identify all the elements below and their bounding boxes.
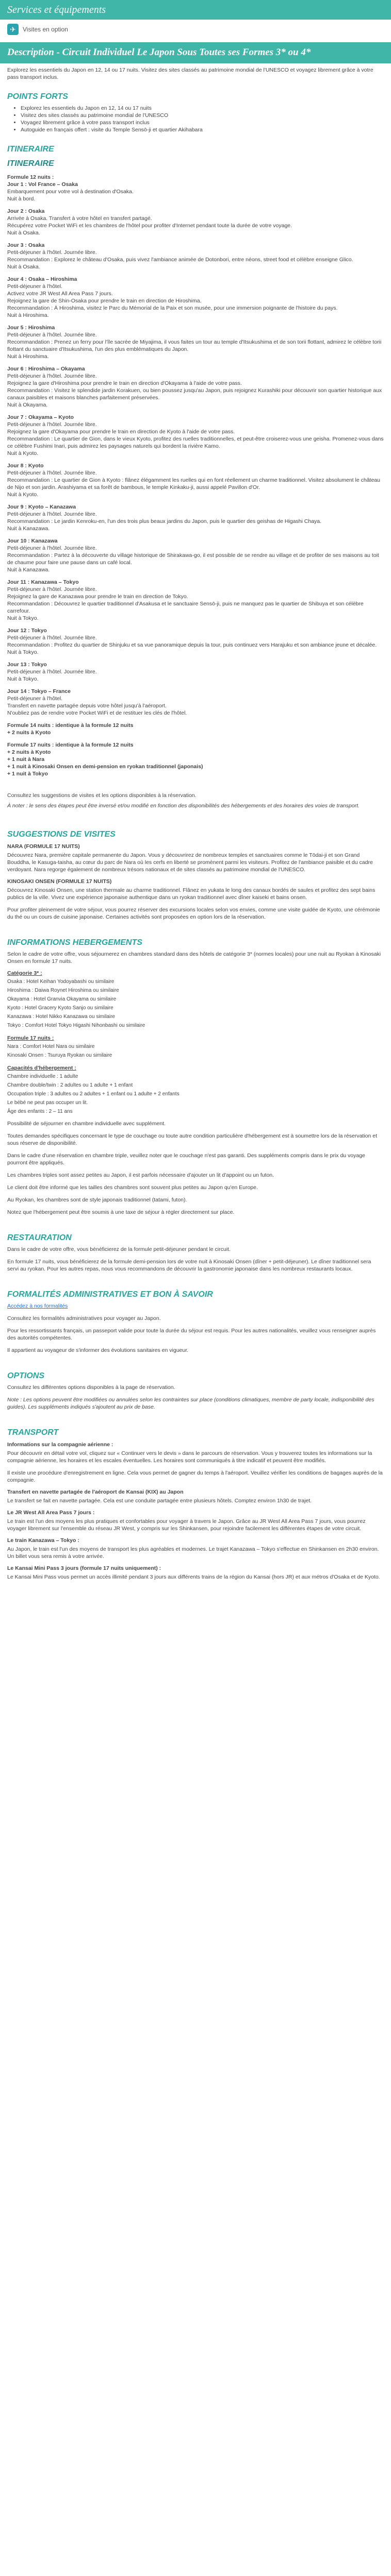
itinerary-day-line: Petit-déjeuner à l'hôtel. Journée libre. — [7, 332, 97, 338]
itinerary-day-line: Recommandation : Découvrez le quartier traditionnel d'Asakusa et le sanctuaire Sensō-ji, puis ne manquez pas le quartier de Shibuya et son célèbre carrefour. — [7, 601, 364, 614]
itinerary-day — [7, 174, 384, 202]
itinerary-day-line: Récupérez votre Pocket WiFi et les chambres de l'hôtel pour profiter d'Internet pendant toute la durée de votre voyage. — [7, 223, 292, 229]
itinerary-day-line: Embarquement pour votre vol à destination d'Osaka. — [7, 189, 134, 195]
transport-head: Transfert en navette partagée de l'aéroport de Kansai (KIX) au Japon — [7, 1489, 184, 1495]
formalites-text-2: Pour les ressortissants français, un passeport valide pour toute la durée du séjour est requis. Pour les autres nationalités, veuillez vous renseigner auprès des autorités compétentes. — [7, 1328, 376, 1341]
formule-line: + 2 nuits à Kyoto — [7, 730, 51, 736]
formalites-heading: FORMALITÉS ADMINISTRATIVES ET BON À SAVOIR — [7, 1290, 213, 1299]
points-forts-heading: POINTS FORTS — [7, 92, 68, 101]
hebergements-cat3-title: Catégorie 3* : — [7, 970, 42, 976]
transport-head: Le JR West All Area Pass 7 jours : — [7, 1510, 95, 1516]
hebergement-line: Osaka : Hotel Keihan Yodoyabashi ou similaire — [7, 979, 115, 985]
itinerary-day-line: Petit-déjeuner à l'hôtel. Journée libre. — [7, 249, 97, 256]
suggestion-text: Découvrez Kinosaki Onsen, une station thermale au charme traditionnel. Flânez en yukata le long des canaux bordés de saules et profitez des sept bains publics de la ville. Vivez une expérience japonaise authentique dans un ryokan traditionnel avec dîner kaiseki et bains onsen. — [7, 887, 376, 901]
options-heading: OPTIONS — [7, 1371, 45, 1380]
hebergement-line: Âge des enfants : 2 – 11 ans — [7, 1109, 73, 1114]
itinerary-heading-2: ITINERAIRE — [7, 159, 54, 168]
suggestion-head: NARA (FORMULE 17 NUITS) — [7, 843, 80, 850]
itinerary-day — [7, 276, 384, 319]
transport-text: Le train est l'un des moyens les plus pratiques et confortables pour voyager à travers le Japon. Grâce au JR West All Area Pass 7 jours, vous pourrez voyager librement sur l'ensemble du réseau JR West, y compris sur les Shinkansen, pour rejoindre facilement les différentes étapes de votre circuit. — [7, 1518, 366, 1532]
itinerary-day-date: Jour 13 : Tokyo — [7, 662, 47, 668]
hebergement-line: Nara : Comfort Hotel Nara ou similaire — [7, 1044, 95, 1049]
itinerary-day — [7, 365, 384, 409]
formule-title: Formule 14 nuits : identique à la formule 12 nuits — [7, 722, 134, 728]
transport-heading: TRANSPORT — [7, 1428, 59, 1437]
itinerary-note: Consultez les suggestions de visites et les options disponibles à la réservation. — [7, 792, 197, 799]
itinerary-day-line: Rejoignez la gare de Kanazawa pour prendre le train en direction de Tokyo. — [7, 594, 188, 600]
transport-head: Le Kansai Mini Pass 3 jours (formule 17 nuits uniquement) : — [7, 1565, 161, 1571]
itinerary-day-line: Petit-déjeuner à l'hôtel. Journée libre. — [7, 545, 97, 551]
transport-text: Pour découvrir en détail votre vol, cliquez sur « Continuer vers le devis » dans le parcours de réservation. Vous y trouverez toutes les informations sur la compagnie aérienne, les horaires et les escales éventuelles. Les horaires sont communiqués à titre indicatif et peuvent être modifiés. — [7, 1450, 372, 1464]
formule-line: + 1 nuit à Nara — [7, 756, 45, 762]
itinerary-day-date: Jour 4 : Osaka – Hiroshima — [7, 276, 77, 282]
transport-list — [7, 1442, 384, 1581]
itinerary-day-line: Nuit à Osaka. — [7, 230, 40, 236]
itinerary-day-date: Jour 11 : Kanazawa – Tokyo — [7, 579, 79, 585]
itinerary-day-line: Nuit à bord. — [7, 196, 36, 202]
formalites-text-3: Il appartient au voyageur de s'informer des évolutions sanitaires en vigueur. — [7, 1347, 189, 1353]
itinerary-day-line: Arrivée à Osaka. Transfert à votre hôtel en transfert partagé. — [7, 215, 152, 222]
hebergement-line: Okayama : Hotel Granvia Okayama ou similaire — [7, 996, 117, 1002]
restauration-text: Dans le cadre de votre offre, vous bénéficierez de la formule petit-déjeuner pendant le circuit. — [7, 1246, 231, 1252]
restauration-heading: RESTAURATION — [7, 1233, 72, 1242]
itinerary-day-line: Rejoignez la gare d'Hiroshima pour prendre le train en direction d'Okayama à l'aide de votre pass. — [7, 380, 242, 386]
hebergement-note: Les chambres triples sont assez petites au Japon, il est parfois nécessaire d'ajouter un lit d'appoint ou un futon. — [7, 1172, 274, 1178]
itinerary-day — [7, 324, 384, 360]
hebergement-line: Kinosaki Onsen : Tsuruya Ryokan ou similaire — [7, 1053, 112, 1058]
itinerary-day-line: Petit-déjeuner à l'hôtel. Journée libre. — [7, 586, 97, 592]
itinerary-day-date: Jour 7 : Okayama – Kyoto — [7, 414, 74, 420]
formule-line: + 2 nuits à Kyoto — [7, 749, 51, 755]
itinerary-day-line: Transfert en navette partagée depuis votre hôtel jusqu'à l'aéroport. — [7, 703, 167, 709]
itinerary-day-line: Recommandation : Profitez du quartier de Shinjuku et sa vue panoramique depuis la tour, puis continuez vers Harajuku et son ambiance jeune et décalée. — [7, 642, 377, 648]
services-header — [0, 0, 391, 20]
hebergement-line: Hiroshima : Daiwa Roynet Hiroshima ou similaire — [7, 988, 119, 993]
itinerary-day-line: Recommandation : Partez à la découverte du village historique de Shirakawa-go, il est possible de se rendre au village et de profiter de ses maisons au toit de chaume pour faire une pause dans un café local. — [7, 552, 379, 566]
itinerary-day — [7, 627, 384, 656]
itinerary-day-line: Nuit à Hiroshima. — [7, 353, 49, 360]
itinerary-day-line: Nuit à Hiroshima. — [7, 312, 49, 318]
hebergement-note: Le client doit être informé que les tailles des chambres sont souvent plus petites au Japon qu'en Europe. — [7, 1184, 258, 1191]
itinerary-day-line: Petit-déjeuner à l'hôtel. Journée libre. — [7, 511, 97, 517]
hebergement-line: Tokyo : Comfort Hotel Tokyo Higashi Nihonbashi ou similaire — [7, 1023, 145, 1028]
itinerary-day-line: Petit-déjeuner à l'hôtel. — [7, 283, 63, 290]
hebergements-cat4-list — [7, 1043, 384, 1059]
points-forts-list — [7, 105, 384, 133]
suggestion-head: KINOSAKI ONSEN (FORMULE 17 NUITS) — [7, 878, 112, 885]
itinerary-day — [7, 688, 384, 717]
points-forts-item: • Voyagez librement grâce à votre pass transport inclus — [21, 119, 384, 126]
itinerary-day-line: Recommandation : Le quartier de Gion à Kyoto : flânez élégamment les ruelles qui en font réellement un charme traditionnel. Visitez absolument le château de Nijo et son jardin. Arashiyama et sa forêt de bambous, le temple Kinkaku-ji, aussi appelé Pavillon d'Or. — [7, 477, 380, 490]
itinerary-day — [7, 242, 384, 270]
itinerary-day-date: Jour 5 : Hiroshima — [7, 325, 55, 331]
itinerary-day-line: Nuit à Okayama. — [7, 402, 48, 408]
itinerary-day-line: Nuit à Kanazawa. — [7, 526, 50, 532]
restauration-text-2: En formule 17 nuits, vous bénéficierez de la formule demi-pension lors de votre nuit à Kinosaki Onsen (dîner + petit-déjeuner). Le dîner traditionnel sera servi au ryokan. Pour les autres repas, nous vous recommandons de découvrir la gastronomie japonaise dans les nombreux restaurants locaux. — [7, 1259, 371, 1272]
intro-text: Explorez les essentiels du Japon en 12, 14 ou 17 nuits. Visitez des sites classés au patrimoine mondial de l'UNESCO et voyagez librement grâce à votre pass transport inclus. — [7, 67, 373, 80]
itinerary-day-line: Recommandation : Prenez un ferry pour l'île sacrée de Miyajima, il vous faites un tour au temple d'Itsukushima et de son torii flottant, admirez le célèbre torii flottant du sanctuaire d'Itsukushima, l'un des plus emblématiques du Japon. — [7, 339, 382, 352]
suggestion-text: Découvrez Nara, première capitale permanente du Japon. Vous y découvrirez de nombreux temples et sanctuaires comme le Tōdai-ji et son Grand Bouddha, le Kasuga-taisha, au cœur du parc de Nara où les cerfs en liberté se promènent parmi les visiteurs. Profitez de l'ambiance paisible et du cadre verdoyant. Nara regorge également de nombreux trésors nationaux et de sites classés au patrimoine mondial de l'UNESCO. — [7, 852, 373, 873]
itinerary-day-line: Nuit à Kanazawa. — [7, 567, 50, 573]
itinerary-day-date: Jour 3 : Osaka — [7, 242, 45, 248]
formule-title: Formule 17 nuits : identique à la formule 12 nuits — [7, 742, 134, 748]
formalites-link[interactable]: Accédez à nos formalités — [7, 1303, 68, 1309]
itinerary-day-line: Recommandation : Le quartier de Gion, dans le vieux Kyoto, profitez des ruelles traditionnelles, et peut-être croiserez-vous une geisha. Promenez-vous dans ce célèbre Fushimi Inari, puis admirez les paysages naturels qui bordent la rivière Kamo. — [7, 436, 384, 449]
itinerary-day-line: Recommandation : Le jardin Kenroku-en, l'un des trois plus beaux jardins du Japon, puis le quartier des geishas de Higashi Chaya. — [7, 518, 322, 524]
itinerary-day-date: Jour 2 : Osaka — [7, 208, 45, 214]
itinerary-day — [7, 503, 384, 532]
points-forts-item: • Autoguide en français offert : visite du Temple Sensō-ji et quartier Akihabara — [21, 126, 384, 133]
hebergement-line: Kanazawa : Hotel Nikko Kanazawa ou similaire — [7, 1014, 115, 1020]
hebergements-cat3-list — [7, 978, 384, 1029]
itinerary-day-date: Jour 8 : Kyoto — [7, 463, 44, 469]
itinerary-day-line: Activez votre JR West All Area Pass 7 jours. — [7, 291, 113, 297]
formule-block — [7, 741, 384, 777]
hebergement-line: Chambre individuelle : 1 adulte — [7, 1074, 78, 1079]
hebergement-line: Kyoto : Hotel Gracery Kyoto Sanjo ou similaire — [7, 1005, 113, 1011]
itinerary-day-head: Jour 1 : Vol France – Osaka — [7, 181, 78, 188]
hebergement-note: Notez que l'hébergement peut être soumis à une taxe de séjour à régler directement sur place. — [7, 1209, 235, 1215]
itinerary-day-line: Petit-déjeuner à l'hôtel. Journée libre. — [7, 373, 97, 379]
points-forts-item: • Visitez des sites classés au patrimoine mondial de l'UNESCO — [21, 112, 384, 119]
formules-list — [7, 722, 384, 777]
itinerary-note-2: À noter : le sens des étapes peut être inversé et/ou modifié en fonction des disponibilités des hébergements et des horaires des voies de transport. — [7, 803, 360, 809]
itinerary-day-line: Nuit à Tokyo. — [7, 649, 39, 655]
hebergement-note: Au Ryokan, les chambres sont de style japonais traditionnel (tatami, futon). — [7, 1197, 187, 1203]
tour-icon: ✈ — [7, 24, 19, 35]
hebergement-line: Chambre double/twin : 2 adultes ou 1 adulte + 1 enfant — [7, 1082, 133, 1088]
itinerary-day — [7, 537, 384, 573]
itinerary-day-date: Jour 10 : Kanazawa — [7, 538, 58, 544]
suggestions-heading: SUGGESTIONS DE VISITES — [7, 830, 116, 839]
itinerary-day-line: Petit-déjeuner à l'hôtel. Journée libre. — [7, 669, 97, 675]
itinerary-day-line: Recommandation : À Hiroshima, visitez le Parc du Mémorial de la Paix et son musée, pour une immersion poignante de l'histoire du pays. — [7, 305, 338, 311]
itinerary-day — [7, 414, 384, 457]
description-title: Description - Circuit Individuel Le Japon Sous Toutes ses Formes 3* ou 4* — [7, 47, 311, 58]
suggestion-text: Pour profiter pleinement de votre séjour, vous pourrez réserver des excursions locales selon vos envies, comme une visite guidée de Kyoto, une cérémonie du thé ou un cours de cuisine japonaise. Certaines activités sont proposées en option lors de la réservation. — [7, 907, 380, 920]
description-banner — [0, 42, 391, 63]
itinerary-day-line: Nuit à Tokyo. — [7, 615, 39, 621]
transport-text: Il existe une procédure d'enregistrement en ligne. Cela vous permet de gagner du temps à l'aéroport. Veuillez vérifier les conditions de bagages auprès de la compagnie. — [7, 1470, 383, 1483]
transport-text: Le transfert se fait en navette partagée. Cela est une conduite partagée entre plusieurs hôtels. Comptez environ 1h30 de trajet. — [7, 1498, 312, 1504]
itinerary-day — [7, 579, 384, 622]
itinerary-day — [7, 661, 384, 683]
hebergement-line: Le bébé ne peut pas occuper un lit. — [7, 1100, 88, 1106]
itinerary-day-date: Formule 12 nuits : — [7, 174, 54, 180]
itinerary-day-line: Petit-déjeuner à l'hôtel. Journée libre. — [7, 635, 97, 641]
itinerary-day-line: Rejoignez la gare d'Okayama pour prendre le train en direction de Kyoto à l'aide de votre pass. — [7, 429, 235, 435]
transport-head: Informations sur la compagnie aérienne : — [7, 1442, 113, 1448]
hebergement-note: Dans le cadre d'une réservation en chambre triple, veuillez noter que le couchage n'est pas garanti. Des suppléments compris dans le prix du voyage pourront être appliqués. — [7, 1153, 365, 1166]
transport-head: Le train Kanazawa – Tokyo : — [7, 1537, 79, 1544]
itinerary-day-line: Recommandation : Explorez le château d'Osaka, puis vivez l'ambiance animée de Dotonbori, entre néons, street food et célèbre enseigne Glico. — [7, 257, 353, 263]
itinerary-day — [7, 208, 384, 236]
formule-line: + 1 nuit à Tokyo — [7, 771, 48, 777]
itinerary-day-line: Petit-déjeuner à l'hôtel. — [7, 696, 63, 702]
hebergement-line: Occupation triple : 3 adultes ou 2 adultes + 1 enfant ou 1 adulte + 2 enfants — [7, 1091, 180, 1097]
options-text-2: Note : Les options peuvent être modifiées ou annulées selon les contraintes sur place (conditions climatiques, membre de party locale, indisponibilité des guides). Les suppléments indiqués s'ajoutent au prix de base. — [7, 1397, 374, 1410]
feature-label: Visites en option — [23, 26, 68, 33]
itinerary-day-line: Petit-déjeuner à l'hôtel. Journée libre. — [7, 470, 97, 476]
itinerary-day-line: N'oubliez pas de rendre votre Pocket WiFi et de restituer les clés de l'hôtel. — [7, 710, 187, 716]
itinerary-day-line: Nuit à Kyoto. — [7, 492, 39, 498]
formule-block — [7, 722, 384, 736]
itinerary-day-line: Nuit à Kyoto. — [7, 450, 39, 456]
hebergements-notes — [7, 1120, 384, 1216]
transport-text: Le Kansai Mini Pass vous permet un accès illimité pendant 3 jours aux différents trains de la région du Kansai (hors JR) et aux métros d'Osaka et de Kyoto. — [7, 1574, 380, 1580]
hebergements-intro: Selon le cadre de votre offre, vous séjournerez en chambres standard dans des hôtels de catégorie 3* (normes locales) pour une nuit au Ryokan à Kinosaki Onsen en formule 17 nuits. — [7, 951, 381, 964]
feature-visites-option — [0, 20, 391, 39]
itinerary-days — [7, 174, 384, 717]
itinerary-day-line: Rejoignez la gare de Shin-Osaka pour prendre le train en direction de Hiroshima. — [7, 298, 202, 304]
formalites-text: Consultez les formalités administratives pour voyager au Japon. — [7, 1315, 161, 1321]
transport-text: Au Japon, le train est l'un des moyens de transport les plus agréables et modernes. Le trajet Kanazawa – Tokyo s'effectue en Shinkansen en 2h30 environ. Un billet vous sera remis à votre arrivée. — [7, 1546, 379, 1560]
hebergements-capacity-list — [7, 1073, 384, 1115]
hebergements-cat4-title: Formule 17 nuits : — [7, 1035, 54, 1041]
services-title: Services et équipements — [7, 4, 106, 15]
hebergement-note: Possibilité de séjourner en chambre individuelle avec supplément. — [7, 1121, 166, 1127]
itinerary-day-line: Recommandation : Visitez le splendide jardin Korakuen, ou bien poussez jusqu'au Japon, puis rejoignez Kurashiki pour découvrir son quartier historique aux canaux paisibles et maisons blanches parfaitement préservées. — [7, 387, 382, 401]
itinerary-day-date: Jour 14 : Tokyo – France — [7, 688, 71, 694]
hebergement-note: Toutes demandes spécifiques concernant le type de couchage ou toute autre condition particulière d'hébergement est à soumettre lors de la réservation et sous réserve de disponibilité. — [7, 1133, 378, 1146]
itinerary-day-date: Jour 6 : Hiroshima – Okayama — [7, 366, 85, 372]
options-text: Consultez les différentes options disponibles à la page de réservation. — [7, 1384, 175, 1391]
itinerary-day-line: Nuit à Tokyo. — [7, 676, 39, 682]
itinerary-day-date: Jour 12 : Tokyo — [7, 628, 47, 634]
hebergements-heading: INFORMATIONS HEBERGEMENTS — [7, 938, 142, 947]
itinerary-day-date: Jour 9 : Kyoto – Kanazawa — [7, 504, 76, 510]
hebergements-capacity-title: Capacités d'hébergement : — [7, 1065, 76, 1071]
formule-line: + 1 nuit à Kinosaki Onsen en demi-pension en ryokan traditionnel (japonais) — [7, 764, 203, 770]
itinerary-day-line: Nuit à Osaka. — [7, 264, 40, 270]
points-forts-item: • Explorez les essentiels du Japon en 12, 14 ou 17 nuits — [21, 105, 384, 112]
itinerary-heading-1: ITINERAIRE — [7, 145, 54, 154]
suggestions-list — [7, 843, 384, 921]
itinerary-day — [7, 462, 384, 498]
itinerary-day-line: Petit-déjeuner à l'hôtel. Journée libre. — [7, 421, 97, 428]
